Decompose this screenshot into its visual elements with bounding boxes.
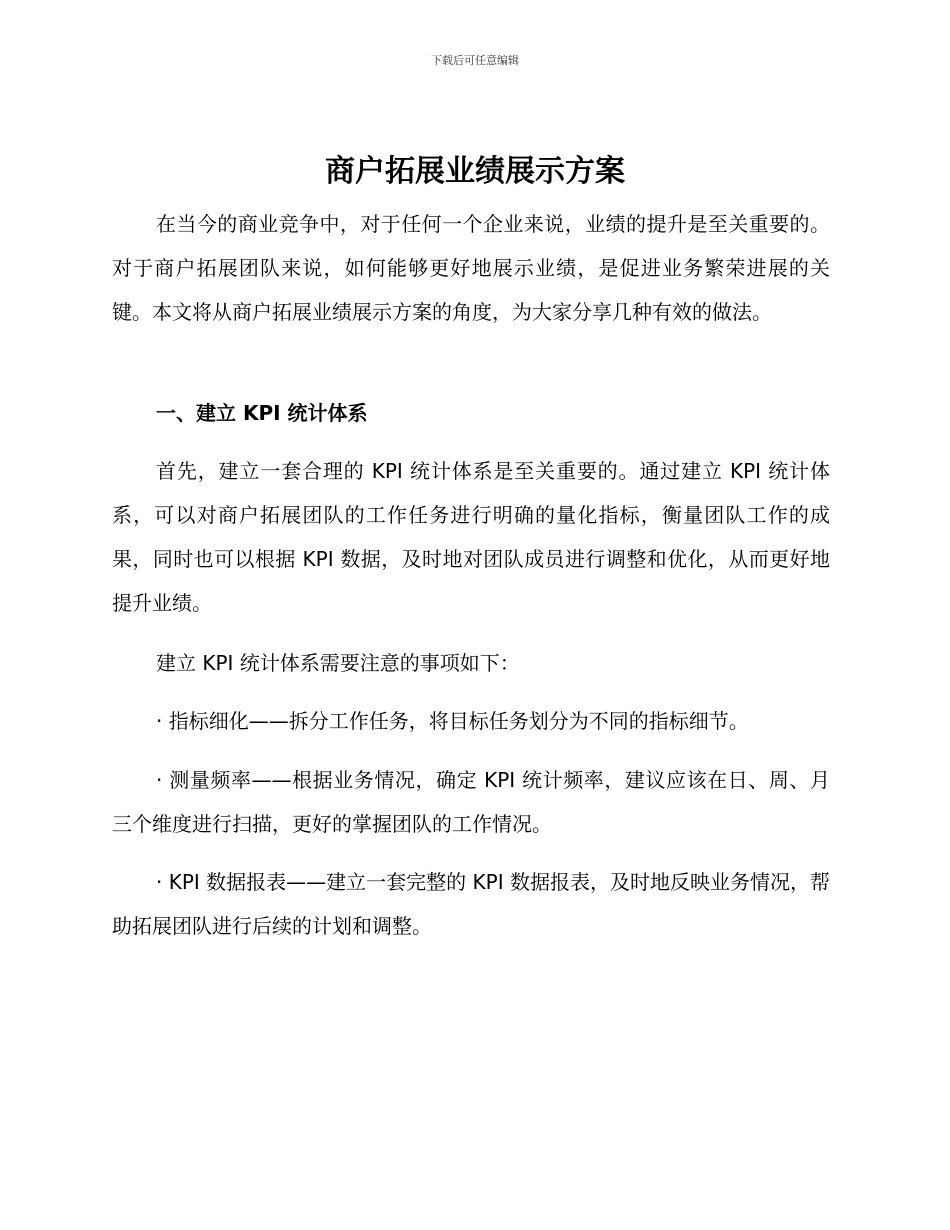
section-1-paragraph-2: 建立 KPI 统计体系需要注意的事项如下：	[156, 651, 520, 675]
bullet-item-2: · 测量频率——根据业务情况，确定 KPI 统计频率，建议应该在日、周、月三个维度进行扫描，更好的掌握团队的工作情况。	[112, 768, 830, 836]
section-1-paragraph-1: 首先，建立一套合理的 KPI 统计体系是至关重要的。通过建立 KPI 统计体系，可以对商户拓展团队的工作任务进行明确的量化指标，衡量团队工作的成果，同时也可以根据 KPI 数据，及时地对团队成员进行调整和优化，从而更好地提升业绩。	[112, 459, 830, 615]
document-title: 商户拓展业绩展示方案	[325, 154, 625, 189]
bullet-item-3: · KPI 数据报表——建立一套完整的 KPI 数据报表，及时地反映业务情况，帮助拓展团队进行后续的计划和调整。	[112, 870, 830, 938]
page-header: 下载后可任意编辑	[431, 54, 519, 67]
intro-paragraph: 在当今的商业竞争中，对于任何一个企业来说，业绩的提升是至关重要的。对于商户拓展团队来说，如何能够更好地展示业绩，是促进业务繁荣进展的关键。本文将从商户拓展业绩展示方案的角度，为大家分享几种有效的做法。	[112, 212, 830, 324]
section-1-heading: 一、建立 KPI 统计体系	[156, 401, 368, 425]
bullet-item-1: · 指标细化——拆分工作任务，将目标任务划分为不同的指标细节。	[156, 709, 749, 733]
